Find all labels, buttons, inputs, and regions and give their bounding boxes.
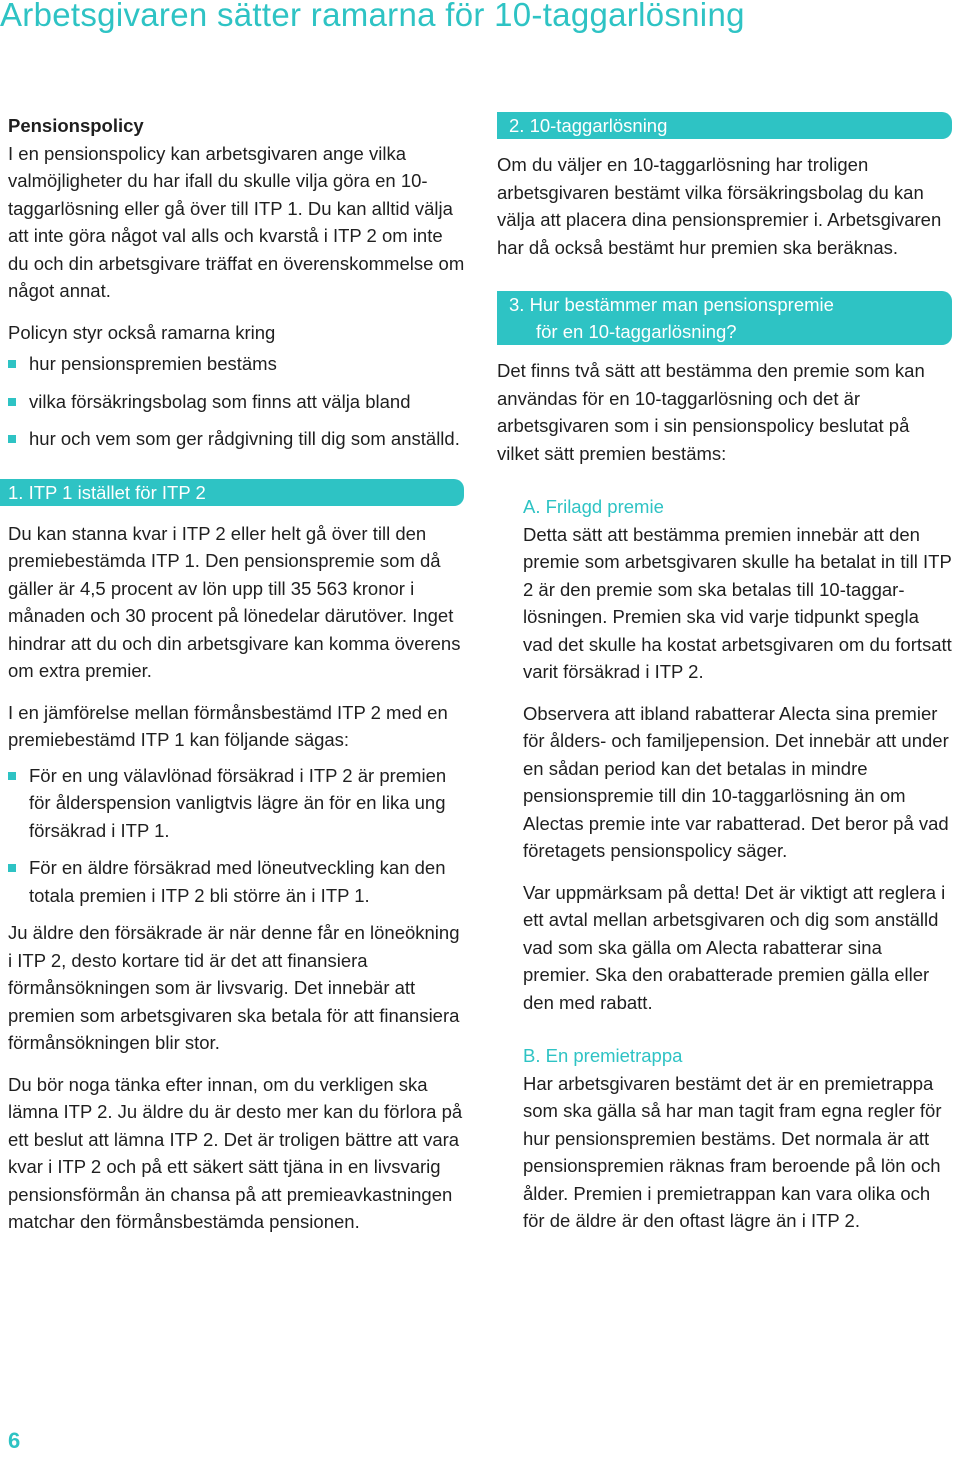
right-column [497,112,952,1235]
section-1-paragraph: Du bör noga tänka efter innan, om du verkligen ska lämna ITP 2. Ju äldre du är desto mer kan du förlora på ett beslut att lämna ITP 2. Det är troligen bättre att vara kvar i ITP 2 och på ett säkert sätt tjäna in en livsvarig pensionsförmån än chansa på att premieavkastningen matchar den förmånsbestämda pensionen. [8,1073,463,1232]
section-2-header: 2. 10-taggarlösning [497,112,952,139]
list-item: vilka försäkringsbolag som finns att välja bland [8,388,468,416]
list-item: hur pensionspremien bestäms [8,350,468,378]
left-column [8,112,468,1236]
option-a-heading: A. Frilagd premie [523,496,664,517]
square-bullet-icon [8,360,16,368]
option-a-paragraph: Detta sätt att bestämma premien innebär att den premie som arbetsgivaren skulle ha betalat in till ITP 2 är den premie som ska betalas till 10-taggar-lösningen. Premien ska vid varje tidpunkt spegla vad det skulle ha kostat arbetsgivaren om du fortsatt varit försäkrad i ITP 2. [523,523,952,682]
list-item: hur och vem som ger rådgivning till dig som anställd. [8,425,468,453]
section-1-paragraph: Du kan stanna kvar i ITP 2 eller helt gå över till den premiebestämda ITP 1. Den pensionspremie som då gäller är 4,5 procent av lön upp till 35 563 kronor i månaden och 30 procent på lönedelar därutöver. Inget hindrar att du och din arbetsgivare kan komma överens om extra premier. [8,522,461,681]
policy-list [8,350,468,453]
section-1-comparison-intro: I en jämförelse mellan förmånsbestämd ITP 2 med en premiebestämd ITP 1 kan följande sägas: [8,701,448,750]
list-item: För en ung välavlönad försäkrad i ITP 2 är premien för ålderspension vanligtvis lägre än för en lika ung försäkrad i ITP 1. [8,762,468,845]
section-2-paragraph: Om du väljer en 10-taggarlösning har troligen arbetsgivaren bestämt vilka försäkringsbolag du kan välja att placera dina pensionspremier i. Arbetsgivaren har då också bestämt hur premien ska beräknas. [497,154,942,258]
policy-intro: Policyn styr också ramarna kring [8,321,276,343]
section-1-paragraph: Ju äldre den försäkrade är när denne får en löneökning i ITP 2, desto kortare tid är det att finansiera förmånsökningen som är livsvarig. Det innebär att premien som arbetsgivaren ska betala för att finansiera förmånsökningen blir stor. [8,922,460,1053]
section-3-header: 3. Hur bestämmer man pensionspremie för en 10-taggarlösning? [497,291,952,345]
square-bullet-icon [8,398,16,406]
option-b-paragraph: Har arbetsgivaren bestämt det är en premietrappa som ska gälla så har man tagit fram egna regler för hur pensionspremien bestäms. Det normala är att pensionspremien räknas fram beroende på lön och ålder. Premien i premietrappan kan vara olika och för de äldre är den oftast lägre än i ITP 2. [523,1072,942,1231]
page-number: 6 [8,1428,21,1453]
option-a-paragraph: Observera att ibland rabatterar Alecta sina premier för ålders- och familjepension. Det innebär att under en sådan period kan det betalas in mindre pensionspremie till din 10-taggarlösning än om Alectas premie inte var rabatterad. Det beror på vad företagets pensionspolicy säger. [523,702,949,861]
page-title: Arbetsgivaren sätter ramarna för 10-taggarlösning [0,0,745,33]
square-bullet-icon [8,864,16,872]
square-bullet-icon [8,772,16,780]
option-b-heading: B. En premietrappa [523,1045,683,1066]
option-b [523,1042,952,1235]
policy-text: I en pensionspolicy kan arbetsgivaren ange vilka valmöjligheter du har ifall du skulle vilja göra en 10-taggarlösning eller gå över till ITP 1. Du kan alltid välja att inte göra något val alls och kvarstå i ITP 2 om inte du och din arbetsgivare träffat en överenskommelse om något annat. [8,142,465,301]
section-3-paragraph: Det finns två sätt att bestämma den premie som kan användas för en 10-taggarlösning och det är arbetsgivaren som i sin pensionspolicy beslutat på vilket sätt premien bestäms: [497,360,925,464]
option-a [523,493,952,1016]
comparison-list [8,762,468,910]
list-item: För en äldre försäkrad med löneutveckling kan den totala premien i ITP 2 bli större än i ITP 1. [8,854,468,909]
option-a-paragraph: Var uppmärksam på detta! Det är viktigt att reglera i ett avtal mellan arbetsgivaren och dig som anställd vad som ska gälla om Alecta rabatterar sina premier. Ska den orabatterade premien gälla eller den med rabatt. [523,881,946,1013]
policy-heading: Pensionspolicy [8,115,144,136]
square-bullet-icon [8,435,16,443]
section-1-header: 1. ITP 1 istället för ITP 2 [0,479,464,506]
